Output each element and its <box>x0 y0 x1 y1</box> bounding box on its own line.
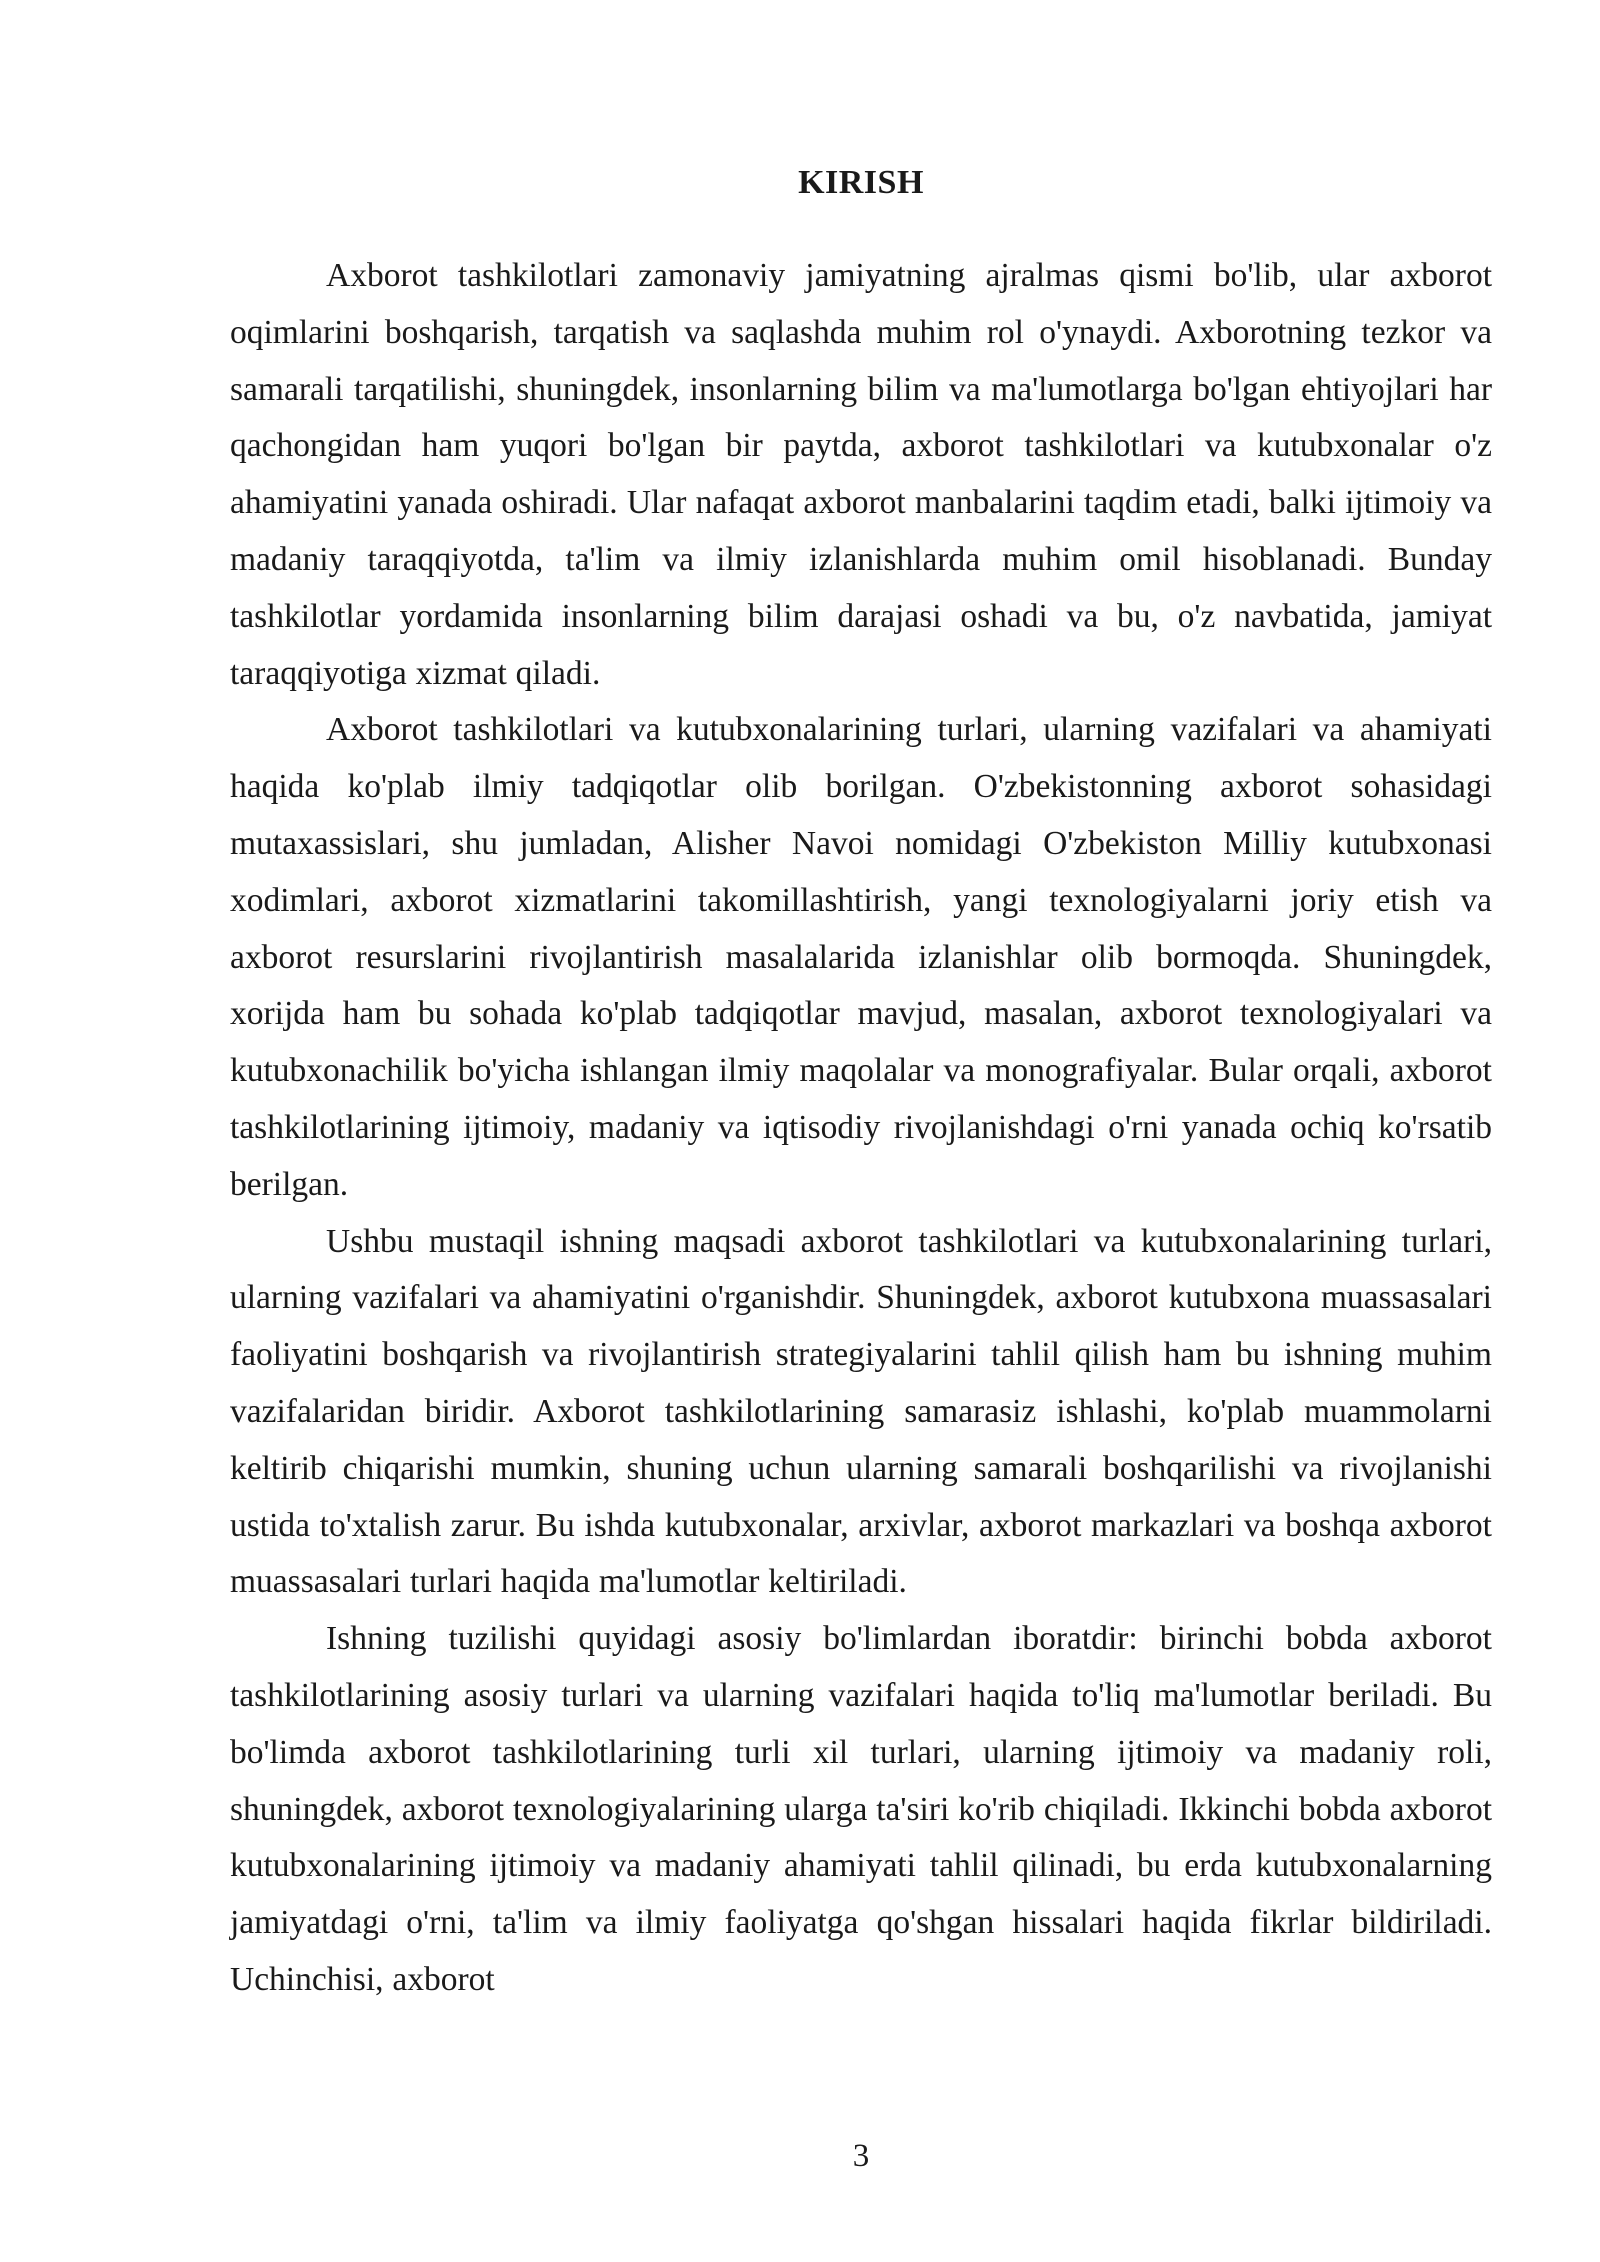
paragraph-2: Axborot tashkilotlari va kutubxonalarining turlari, ularning vazifalari va ahamiyati haqida ko'plab ilmiy tadqiqotlar olib borilgan. O'zbekistonning axborot sohasidagi mutaxassislari, shu jumladan, Alisher Navoi nomidagi O'zbekiston Milliy kutubxonasi xodimlari, axborot xizmatlarini takomillashtirish, yangi texnologiyalarni joriy etish va axborot resurslarini rivojlantirish masalalarida izlanishlar olib bormoqda. Shuningdek, xorijda ham bu sohada ko'plab tadqiqotlar mavjud, masalan, axborot texnologiyalari va kutubxonachilik bo'yicha ishlangan ilmiy maqolalar va monografiyalar. Bular orqali, axborot tashkilotlarining ijtimoiy, madaniy va iqtisodiy rivojlanishdagi o'rni yanada ochiq ko'rsatib berilgan. <box>230 711 1492 1203</box>
page-heading: KIRISH <box>798 164 924 201</box>
document-body <box>230 248 1492 2009</box>
page-number: 3 <box>852 2138 870 2174</box>
paragraph-1: Axborot tashkilotlari zamonaviy jamiyatning ajralmas qismi bo'lib, ular axborot oqimlarini boshqarish, tarqatish va saqlashda muhim rol o'ynaydi. Axborotning tezkor va samarali tarqatilishi, shuningdek, insonlarning bilim va ma'lumotlarga bo'lgan ehtiyojlari har qachongidan ham yuqori bo'lgan bir paytda, axborot tashkilotlari va kutubxonalar o'z ahamiyatini yanada oshiradi. Ular nafaqat axborot manbalarini taqdim etadi, balki ijtimoiy va madaniy taraqqiyotda, ta'lim va ilmiy izlanishlarda muhim omil hisoblanadi. Bunday tashkilotlar yordamida insonlarning bilim darajasi oshadi va bu, o'z navbatida, jamiyat taraqqiyotiga xizmat qiladi. <box>230 257 1492 692</box>
paragraph-3: Ushbu mustaqil ishning maqsadi axborot tashkilotlari va kutubxonalarining turlari, ularning vazifalari va ahamiyatini o'rganishdir. Shuningdek, axborot kutubxona muassasalari faoliyatini boshqarish va rivojlantirish strategiyalarini tahlil qilish ham bu ishning muhim vazifalaridan biridir. Axborot tashkilotlarining samarasiz ishlashi, ko'plab muammolarni keltirib chiqarishi mumkin, shuning uchun ularning samarali boshqarilishi va rivojlanishi ustida to'xtalish zarur. Bu ishda kutubxonalar, arxivlar, axborot markazlari va boshqa axborot muassasalari turlari haqida ma'lumotlar keltiriladi. <box>230 1222 1492 1601</box>
paragraph-4: Ishning tuzilishi quyidagi asosiy bo'limlardan iboratdir: birinchi bobda axborot tashkilotlarining asosiy turlari va ularning vazifalari haqida to'liq ma'lumotlar beriladi. Bu bo'limda axborot tashkilotlarining turli xil turlari, ularning ijtimoiy va madaniy roli, shuningdek, axborot texnologiyalarining ularga ta'siri ko'rib chiqiladi. Ikkinchi bobda axborot kutubxonalarining ijtimoiy va madaniy ahamiyati tahlil qilinadi, bu erda kutubxonalarning jamiyatdagi o'rni, ta'lim va ilmiy faoliyatga qo'shgan hissalari haqida fikrlar bildiriladi. Uchinchisi, axborot <box>230 1620 1492 1998</box>
